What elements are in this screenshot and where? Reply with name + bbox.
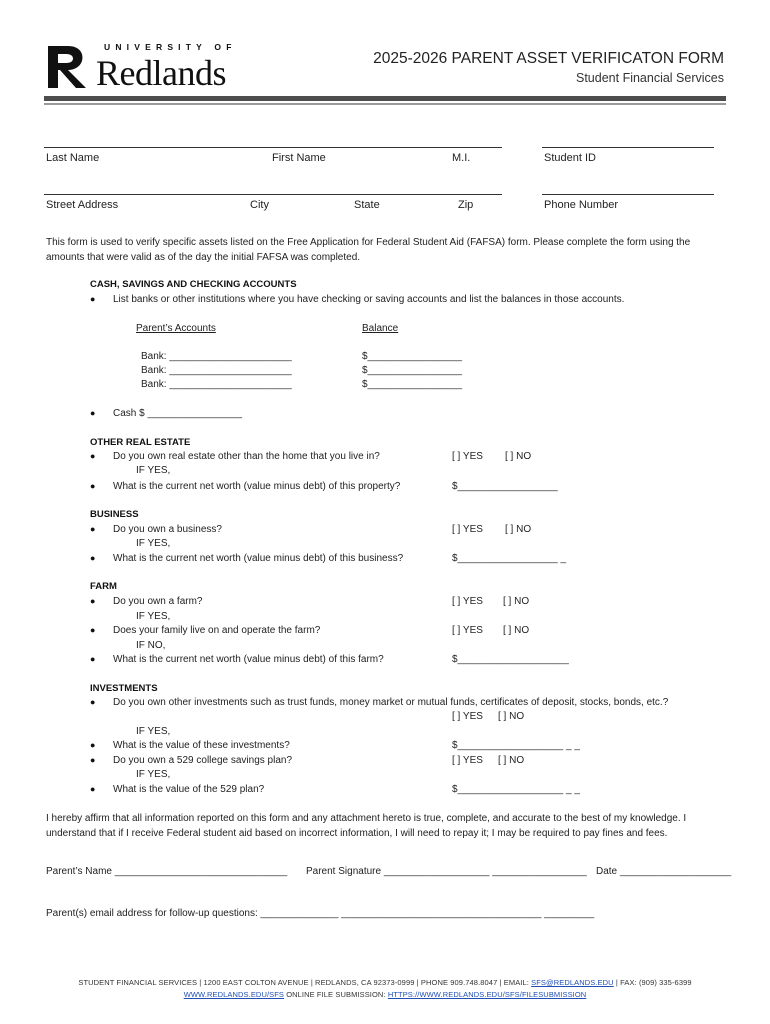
balance-field-2[interactable]: $_________________	[362, 365, 463, 376]
balance-field-3[interactable]: $_________________	[362, 379, 463, 390]
property-net-worth-question: What is the current net worth (value minus debt) of this property?	[113, 481, 401, 492]
business-no-checkbox[interactable]: [ ] NO	[505, 524, 532, 535]
cash-field[interactable]: Cash $ _________________	[113, 408, 243, 419]
student-id-line[interactable]	[542, 147, 714, 148]
bullet: ●	[90, 408, 96, 418]
farm-yes-checkbox[interactable]: [ ] YES	[452, 596, 483, 607]
farm-net-worth-question: What is the current net worth (value minus debt) of this farm?	[113, 654, 384, 665]
real-estate-yes-checkbox[interactable]: [ ] YES	[452, 451, 483, 462]
date-field[interactable]: Date ____________________	[596, 866, 732, 877]
if-yes-label: IF YES,	[136, 465, 171, 476]
address-line[interactable]	[44, 194, 502, 195]
if-yes-label: IF YES,	[136, 726, 171, 737]
bullet: ●	[90, 596, 96, 606]
page-title: 2025-2026 PARENT ASSET VERIFICATON FORM	[373, 50, 724, 67]
last-name-label: Last Name	[46, 152, 100, 164]
investments-value-field[interactable]: $___________________ _ _	[452, 740, 580, 751]
street-label: Street Address	[46, 199, 119, 211]
state-label: State	[354, 199, 380, 211]
property-net-worth-field[interactable]: $__________________	[452, 481, 558, 492]
footer-email-link[interactable]: SFS@REDLANDS.EDU	[531, 978, 614, 987]
city-label: City	[250, 199, 269, 211]
plan-529-question: Do you own a 529 college savings plan?	[113, 755, 293, 766]
bullet: ●	[90, 697, 96, 707]
first-name-label: First Name	[272, 152, 326, 164]
plan-529-yes-checkbox[interactable]: [ ] YES	[452, 755, 483, 766]
investments-yes-checkbox[interactable]: [ ] YES	[452, 711, 483, 722]
bullet: ●	[90, 524, 96, 534]
business-heading: BUSINESS	[90, 509, 139, 520]
real-estate-question: Do you own real estate other than the home that you live in?	[113, 451, 380, 462]
real-estate-heading: OTHER REAL ESTATE	[90, 437, 191, 448]
if-yes-label: IF YES,	[136, 611, 171, 622]
farm-net-worth-field[interactable]: $____________________	[452, 654, 569, 665]
logo-university-of: UNIVERSITY OF	[104, 42, 237, 52]
page-subtitle: Student Financial Services	[576, 71, 724, 85]
if-yes-label: IF YES,	[136, 769, 171, 780]
phone-line[interactable]	[542, 194, 714, 195]
farm-no-checkbox[interactable]: [ ] NO	[503, 596, 530, 607]
bank-field-2[interactable]: Bank: ______________________	[141, 365, 292, 376]
parent-email-field[interactable]: Parent(s) email address for follow-up questions: ______________ ____________________________________ _________	[46, 908, 595, 919]
plan-529-value-field[interactable]: $___________________ _ _	[452, 784, 580, 795]
mi-label: M.I.	[452, 152, 471, 164]
farm-question: Do you own a farm?	[113, 596, 203, 607]
bullet: ●	[90, 654, 96, 664]
bullet: ●	[90, 784, 96, 794]
footer-submission-label: ONLINE FILE SUBMISSION:	[284, 990, 388, 999]
bullet: ●	[90, 294, 96, 304]
real-estate-no-checkbox[interactable]: [ ] NO	[505, 451, 532, 462]
intro-paragraph: This form is used to verify specific assets listed on the Free Application for Federal Student Aid (FAFSA) form. Please complete the form using the amounts that were valid as of the day the initial FAFSA was completed.	[46, 237, 691, 263]
farm-operate-question: Does your family live on and operate the farm?	[113, 625, 321, 636]
farm-operate-no-checkbox[interactable]: [ ] NO	[503, 625, 530, 636]
affirmation-paragraph: I hereby affirm that all information reported on this form and any attachment hereto is true, complete, and accurate to the best of my knowledge. I understand that if I receive Federal student aid based on incorrect information, I will need to repay it; I may be required to pay fines and fees.	[46, 813, 687, 839]
bullet: ●	[90, 625, 96, 635]
parent-name-field[interactable]: Parent’s Name _______________________________	[46, 866, 288, 877]
investments-no-checkbox[interactable]: [ ] NO	[498, 711, 525, 722]
parent-signature-field[interactable]: Parent Signature ___________________ _________________	[306, 866, 587, 877]
student-id-label: Student ID	[544, 152, 596, 164]
farm-heading: FARM	[90, 581, 117, 592]
header-divider	[44, 96, 726, 101]
name-line[interactable]	[44, 147, 502, 148]
bullet: ●	[90, 740, 96, 750]
cash-instruction: List banks or other institutions where you have checking or saving accounts and list the balances in those accounts.	[113, 294, 625, 305]
investments-question: Do you own other investments such as trust funds, money market or mutual funds, certificates of deposit, stocks, bonds, etc.?	[113, 697, 669, 708]
plan-529-no-checkbox[interactable]: [ ] NO	[498, 755, 525, 766]
business-net-worth-field[interactable]: $__________________ _	[452, 553, 567, 564]
university-logo-mark	[46, 44, 98, 90]
business-net-worth-question: What is the current net worth (value minus debt) of this business?	[113, 553, 404, 564]
footer-fax: | FAX: (909) 335-6399	[613, 978, 692, 987]
parents-accounts-header: Parent’s Accounts	[136, 323, 216, 334]
header-divider-thin	[44, 103, 726, 105]
farm-operate-yes-checkbox[interactable]: [ ] YES	[452, 625, 483, 636]
balance-header: Balance	[362, 323, 399, 334]
cash-heading: CASH, SAVINGS AND CHECKING ACCOUNTS	[90, 279, 297, 290]
bullet: ●	[90, 755, 96, 765]
footer-contact	[0, 978, 770, 987]
business-yes-checkbox[interactable]: [ ] YES	[452, 524, 483, 535]
footer-website-link[interactable]: WWW.REDLANDS.EDU/SFS	[183, 990, 285, 999]
balance-field-1[interactable]: $_________________	[362, 351, 463, 362]
investments-value-question: What is the value of these investments?	[113, 740, 290, 751]
bank-field-1[interactable]: Bank: ______________________	[141, 351, 292, 362]
if-no-label: IF NO,	[136, 640, 166, 651]
bank-field-3[interactable]: Bank: ______________________	[141, 379, 292, 390]
investments-heading: INVESTMENTS	[90, 683, 158, 694]
business-question: Do you own a business?	[113, 524, 222, 535]
footer-address: STUDENT FINANCIAL SERVICES | 1200 EAST COLTON AVENUE | REDLANDS, CA 92373-0999 | PHONE 909.748.8047 | EMAIL:	[78, 978, 532, 987]
footer-submission-link[interactable]: HTTPS://WWW.REDLANDS.EDU/SFS/FILESUBMISSION	[387, 990, 587, 999]
footer-links	[0, 990, 770, 999]
bullet: ●	[90, 451, 96, 461]
plan-529-value-question: What is the value of the 529 plan?	[113, 784, 265, 795]
zip-label: Zip	[458, 199, 474, 211]
bullet: ●	[90, 481, 96, 491]
bullet: ●	[90, 553, 96, 563]
phone-label: Phone Number	[544, 199, 618, 211]
if-yes-label: IF YES,	[136, 538, 171, 549]
logo-redlands: Redlands	[96, 53, 226, 93]
